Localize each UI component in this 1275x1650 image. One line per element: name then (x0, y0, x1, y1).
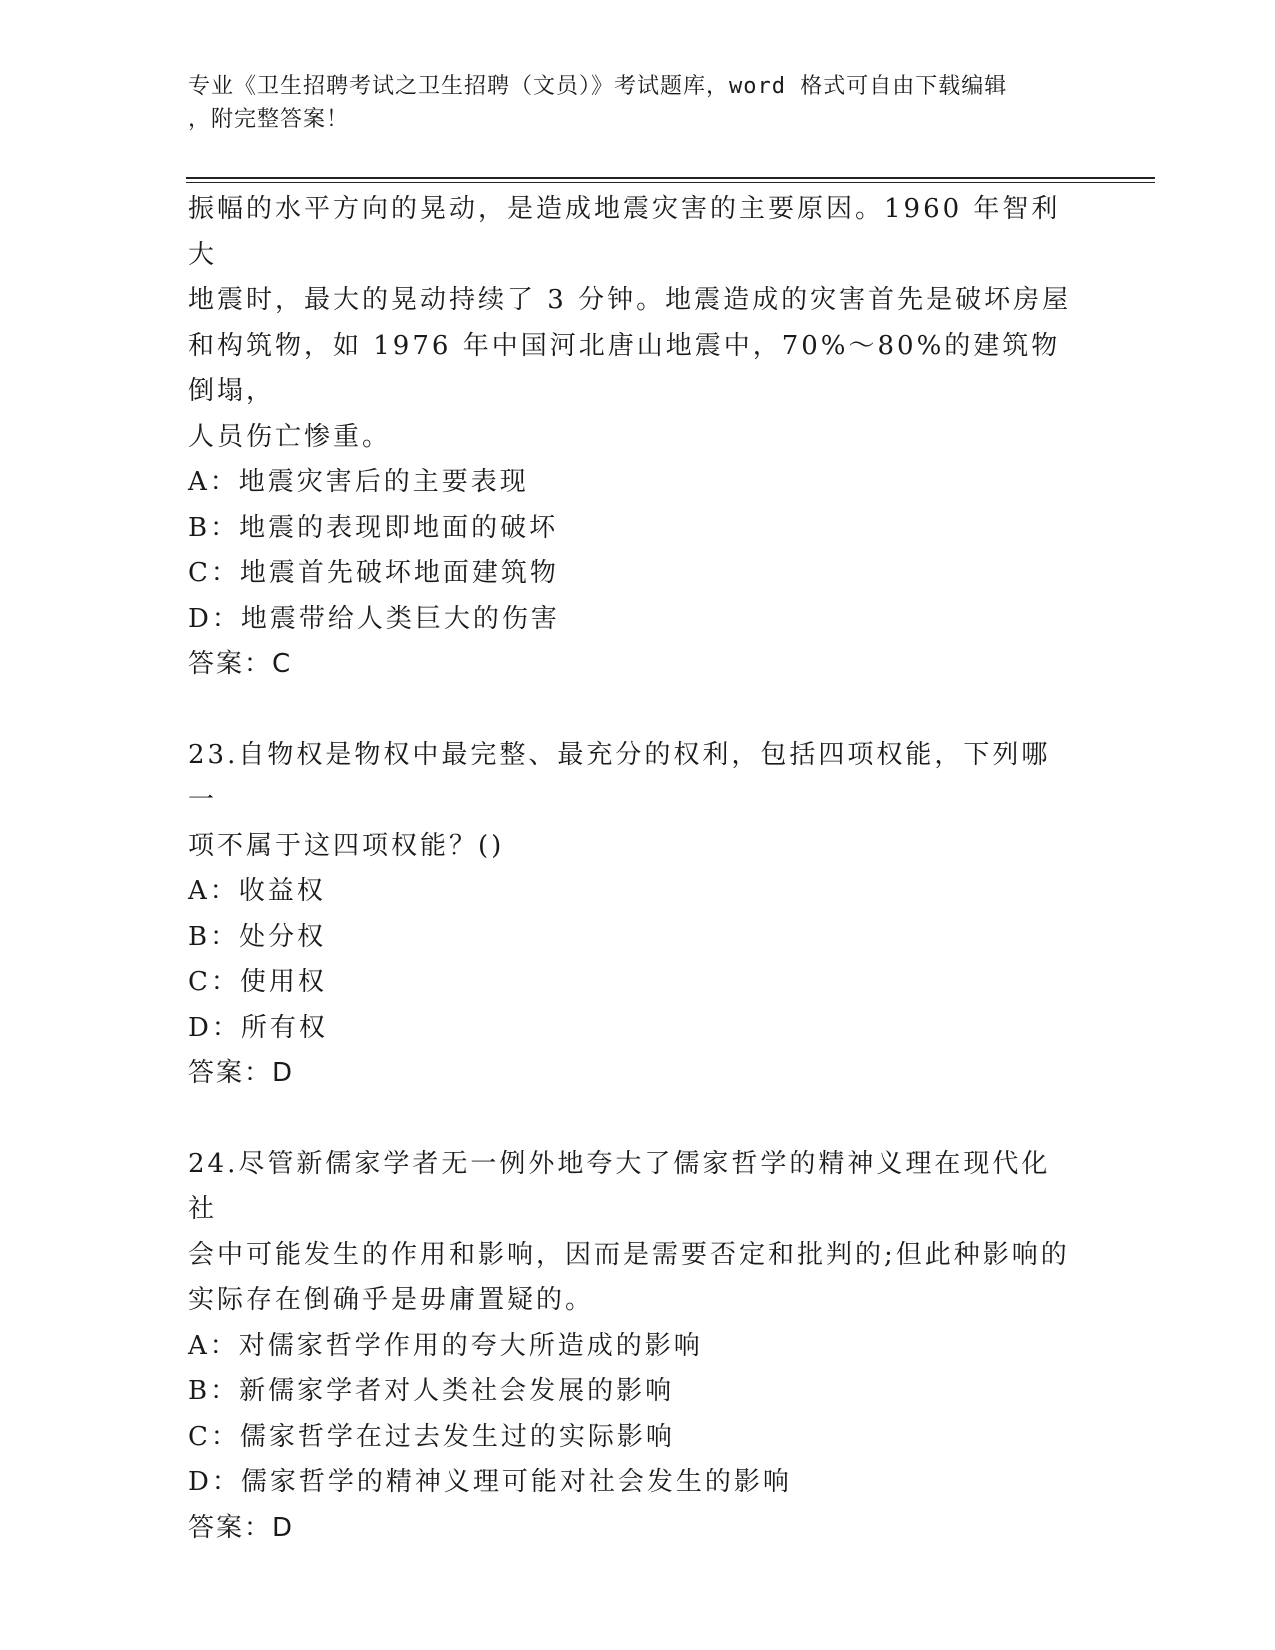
passage-line: 和构筑物，如 1976 年中国河北唐山地震中，70%～80%的建筑物倒塌， (188, 330, 1061, 406)
option-c: C：使用权 (188, 967, 327, 997)
passage-line: 地震时，最大的晃动持续了 3 分钟。地震造成的灾害首先是破坏房屋 (188, 285, 1072, 315)
answer-line: 答案：C (188, 649, 293, 679)
answer-line: 答案：D (188, 1058, 295, 1088)
option-d: D：所有权 (188, 1012, 328, 1043)
option-d: D：地震带给人类巨大的伤害 (188, 603, 560, 634)
header-line-1: 专业《卫生招聘考试之卫生招聘（文员）》考试题库，word 格式可自由下载编辑 (188, 74, 1008, 99)
question-stem-line: 会中可能发生的作用和影响，因而是需要否定和批判的;但此种影响的 (188, 1239, 1070, 1270)
header-line-2: ，附完整答案！ (188, 107, 350, 132)
header-divider-thin (186, 182, 1155, 183)
header-divider-thick (186, 177, 1155, 179)
question-23 (188, 733, 1078, 1097)
passage-line: 人员伤亡惨重。 (188, 421, 392, 452)
option-a: A：收益权 (188, 876, 326, 906)
option-b: B：新儒家学者对人类社会发展的影响 (188, 1376, 675, 1406)
answer-line: 答案：D (188, 1512, 295, 1543)
question-stem-line: 实际存在倒确乎是毋庸置疑的。 (188, 1285, 595, 1315)
option-a: A：地震灾害后的主要表现 (188, 467, 529, 497)
option-c: C：地震首先破坏地面建筑物 (188, 558, 559, 588)
question-stem-line: 23.自物权是物权中最完整、最充分的权利，包括四项权能，下列哪一 (188, 739, 1051, 815)
option-c: C：儒家哲学在过去发生过的实际影响 (188, 1421, 675, 1452)
document-body (188, 187, 1078, 1551)
option-d: D：儒家哲学的精神义理可能对社会发生的影响 (188, 1467, 792, 1497)
option-a: A：对儒家哲学作用的夸大所造成的影响 (188, 1330, 703, 1361)
question-stem-line: 项不属于这四项权能？() (188, 830, 505, 861)
document-header (188, 70, 1068, 136)
question-22 (188, 187, 1078, 688)
option-b: B：地震的表现即地面的破坏 (188, 512, 559, 543)
question-24 (188, 1142, 1078, 1552)
passage-line: 振幅的水平方向的晃动，是造成地震灾害的主要原因。1960 年智利大 (188, 194, 1061, 270)
question-stem-line: 24.尽管新儒家学者无一例外地夸大了儒家哲学的精神义理在现代化社 (188, 1148, 1051, 1224)
option-b: B：处分权 (188, 921, 327, 952)
